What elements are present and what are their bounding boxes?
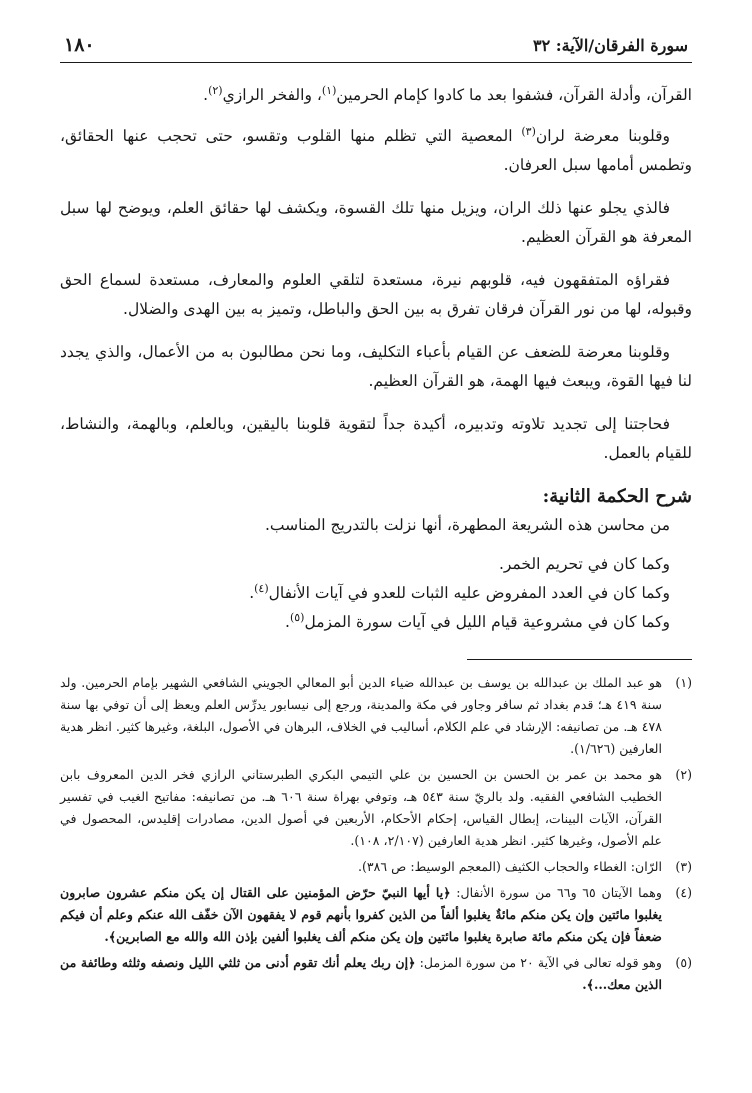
footnote-ref-1: (١)	[321, 83, 337, 97]
section-line-3-text: وكما كان في العدد المفروض عليه الثبات للعدو في آيات الأنفال	[268, 584, 670, 602]
quran-quote: ﴿إن ربك يعلم أنك تقوم أدنى من ثلثي الليل ونصفه وثلثه وطائفة من الذين معك...﴾.	[60, 955, 662, 992]
section-line-3	[60, 579, 692, 608]
paragraph-6: فحاجتنا إلى تجديد تلاوته وتدبيره، أكيدة جداً لتقوية قلوبنا باليقين، وبالعلم، وبالهمة، والنشاط، للقيام بالعمل.	[60, 415, 692, 462]
footnote-text	[60, 882, 662, 948]
body-text	[60, 81, 692, 637]
footnote-ref-5: (٥)	[289, 610, 305, 624]
footnote-divider	[467, 659, 692, 660]
section-heading: شرح الحكمة الثانية:	[542, 486, 692, 507]
footnote-4	[60, 882, 692, 948]
footnote-text	[60, 952, 662, 996]
footnote-1	[60, 672, 692, 760]
paragraph-2	[60, 122, 692, 180]
footnote-ref-3: (٣)	[521, 124, 536, 138]
paragraph-1-mid: ، والفخر الرازي	[222, 86, 322, 104]
section-line-1: من محاسن هذه الشريعة المطهرة، أنها نزلت بالتدريج المناسب.	[265, 516, 670, 534]
section-line-4-end: .	[285, 613, 290, 631]
page-number: ١٨٠	[64, 34, 95, 56]
paragraph-2-end: المعصية التي تظلم منها القلوب وتقسو، حتى تحجب عنها الحقائق، وتطمس أمامها سبل العرفان.	[60, 127, 692, 174]
footnote-number: (١)	[675, 675, 692, 690]
footnote-5	[60, 952, 692, 996]
footnote-ref-2: (٢)	[208, 83, 223, 97]
footnote-ref-4: (٤)	[254, 581, 269, 595]
running-head	[60, 34, 692, 63]
running-title: سورة الفرقان/الآية: ٣٢	[533, 36, 688, 55]
paragraph-4: فقراؤه المتفقهون فيه، قلوبهم نيرة، مستعدة لتلقي العلوم والمعارف، مستعدة لسماع الحق وقبوله، لها من نور القرآن فرقان تفرق به بين الحق والباطل، وتميز به بين الهدى والضلال.	[60, 271, 692, 318]
paragraph-2-start: وقلوبنا معرضة لران	[535, 127, 670, 145]
section-line-3-end: .	[249, 584, 255, 602]
footnote-number: (٢)	[675, 767, 692, 782]
footnote-number: (٣)	[675, 859, 692, 874]
footnote-text: الرّان: الغطاء والحجاب الكثيف (المعجم الوسيط: ص ٣٨٦).	[357, 859, 662, 874]
footnote-text: هو محمد بن عمر بن الحسن بن الحسين بن علي التيمي البكري الطبرستاني الرازي فخر الدين المعروف بابن الخطيب الشافعي الفقيه. ولد بالريّ سنة ٥٤٣ هـ، وتوفي بهراة سنة ٦٠٦ هـ. من تصانيفه: مفاتيح الغيب في تفسير القرآن، الآيات البينات، إبطال القياس، إحكام الأحكام، الأربعين في أصول الدين، مصادرات إقليدس، المحصول في علم الأصول، وغيرها كثير. انظر هدية العارفين (٢/١٠٧، ١٠٨).	[60, 767, 663, 848]
footnote-2	[60, 764, 692, 852]
quran-quote: ﴿يا أيها النبيّ حرّض المؤمنين على القتال إن يكن منكم عشرون صابرون يغلبوا مائتين وإن يكن منكم مائةٌ يغلبوا ألفاً من الذين كفروا بأنهم قوم لا يفقهون الآن خفّف الله عنكم وعلم أن فيكم ضعفاً فإن يكن منكم مائة صابرة يغلبوا مائتين وإن يكن منكم ألف يغلبوا ألفين بإذن الله والله مع الصابرين﴾.	[60, 885, 662, 944]
footnote-lead: وهما الآيتان ٦٥ و٦٦ من سورة الأنفال:	[450, 885, 663, 900]
footnote-3	[60, 856, 692, 878]
footnote-number: (٥)	[675, 955, 692, 970]
paragraph-5: وقلوبنا معرضة للضعف عن القيام بأعباء التكليف، وما نحن مطالبون به من الأعمال، والذي يجدد لنا فيها القوة، ويبعث فيها الهمة، هو القرآن العظيم.	[60, 343, 692, 390]
section-line-4-text: وكما كان في مشروعية قيام الليل في آيات سورة المزمل	[304, 613, 670, 631]
section-line-2: وكما كان في تحريم الخمر.	[498, 555, 670, 573]
paragraph-1-text: القرآن، وأدلة القرآن، فشفوا بعد ما كادوا كإمام الحرمين	[336, 86, 692, 104]
section-line-4	[60, 608, 692, 637]
footnote-number: (٤)	[675, 885, 692, 900]
footnote-text: هو عبد الملك بن عبدالله بن يوسف بن عبدالله ضياء الدين أبو المعالي الجويني الشافعي الشهير بإمام الحرمين. ولد سنة ٤١٩ هـ؛ قدم بغداد ثم سافر وجاور في مكة والمدينة، ورجع إلى نيسابور يدرِّس العلم ويعظ إلى أن توفي بها سنة ٤٧٨ هـ. من تصانيفه: الإرشاد في علم الكلام، أساليب في الخلاف، البرهان في الأصول، البلغة، وغيرها كثير. انظر هدية العارفين (١/٦٢٦).	[60, 675, 662, 756]
footnotes	[60, 672, 692, 996]
paragraph-3: فالذي يجلو عنها ذلك الران، ويزيل منها تلك القسوة، ويكشف لها حقائق العلم، ويوضح لها سبل المعرفة هو القرآن العظيم.	[60, 199, 692, 246]
paragraph-1	[60, 81, 692, 110]
footnote-lead: وهو قوله تعالى في الآية ٢٠ من سورة المزمل:	[415, 955, 662, 970]
paragraph-1-end: .	[203, 86, 209, 104]
